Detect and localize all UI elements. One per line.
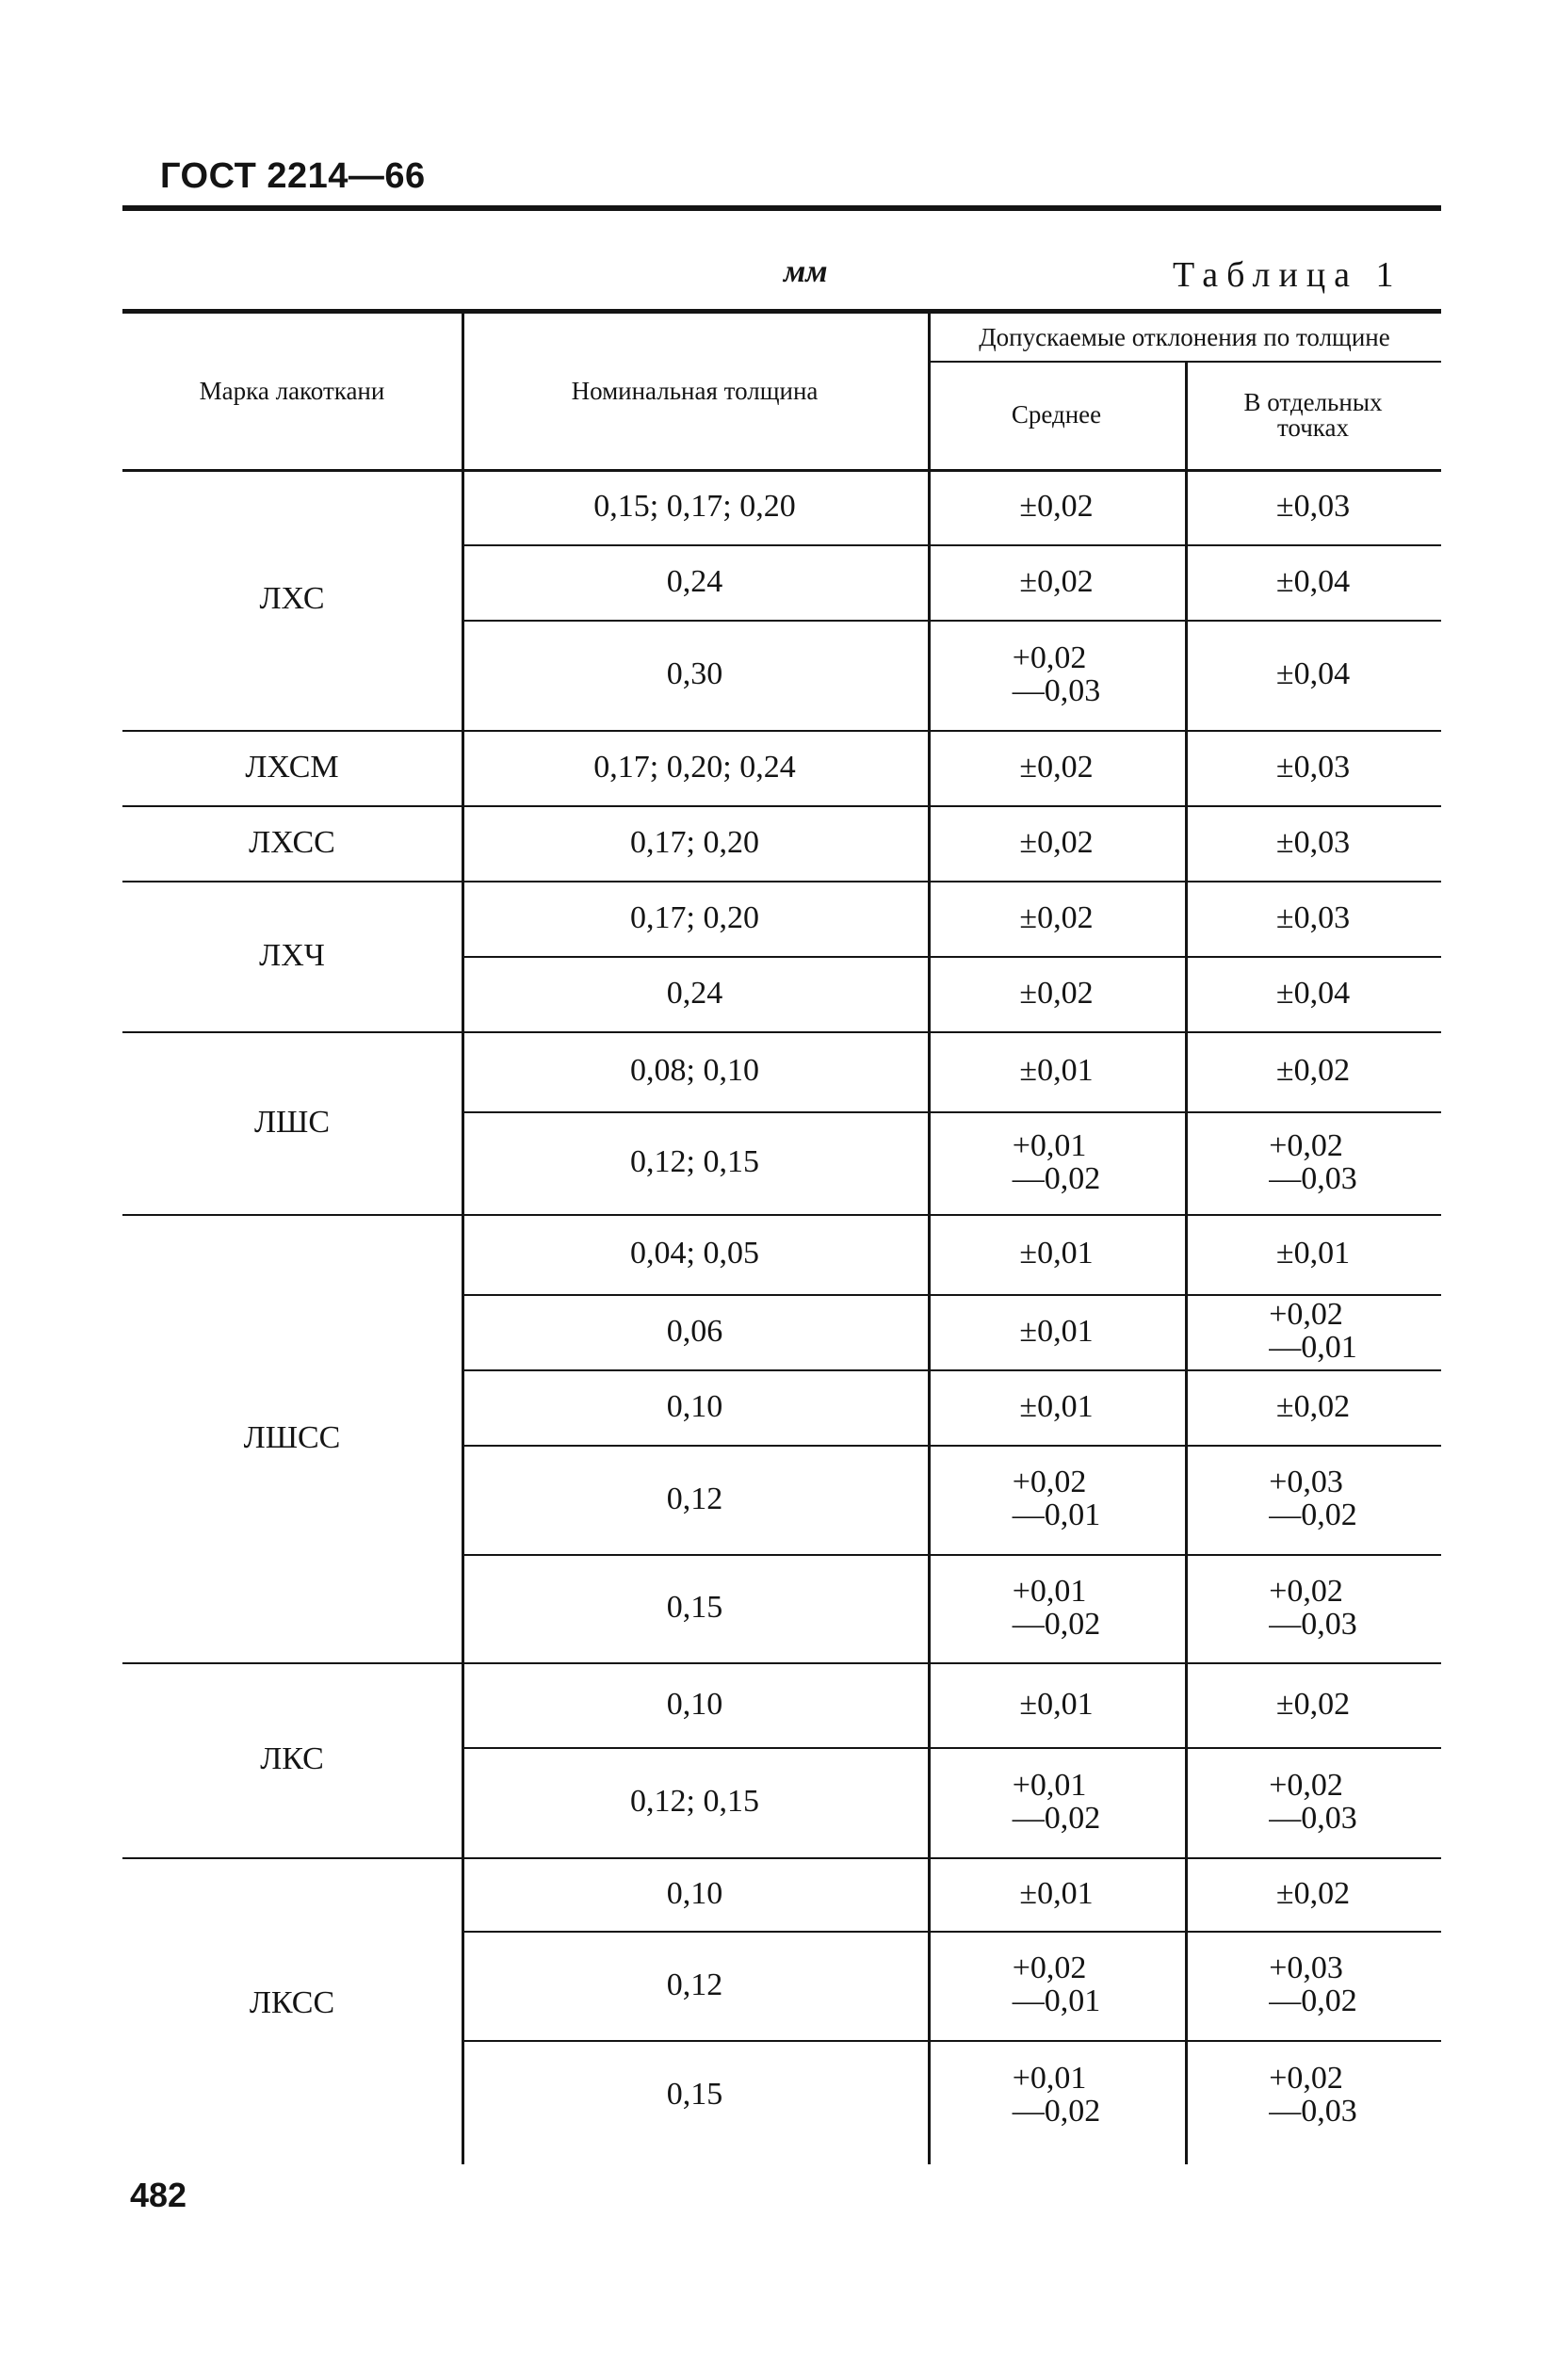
point-deviation-cell-line: —0,03 xyxy=(1269,1800,1357,1836)
average-deviation-cell: ±0,02 xyxy=(1019,899,1094,935)
point-deviation-cell xyxy=(1185,1747,1441,1857)
nominal-thickness-cell: 0,24 xyxy=(666,563,723,599)
average-deviation-cell-stack xyxy=(1012,2060,1101,2129)
nominal-thickness-cell: 0,10 xyxy=(666,1875,723,1911)
average-deviation-cell: ±0,01 xyxy=(1019,1053,1094,1089)
nominal-thickness-cell: 0,15; 0,17; 0,20 xyxy=(593,488,796,524)
average-deviation-cell-stack xyxy=(1013,642,1101,707)
average-deviation-cell: ±0,01 xyxy=(1019,1686,1094,1722)
nominal-thickness-cell: 0,30 xyxy=(666,656,723,692)
point-deviation-cell-line: +0,02 xyxy=(1269,1127,1343,1163)
page-number: 482 xyxy=(130,2176,187,2214)
average-deviation-cell: ±0,02 xyxy=(1019,563,1094,599)
average-deviation-cell: ±0,02 xyxy=(1019,749,1094,785)
nominal-thickness-cell: 0,10 xyxy=(666,1388,723,1424)
point-deviation-cell-stack xyxy=(1269,1127,1357,1196)
average-deviation-cell xyxy=(928,1445,1185,1554)
point-deviation-cell xyxy=(1185,1445,1441,1554)
average-deviation-cell-line: —0,01 xyxy=(1012,1498,1101,1532)
point-deviation-cell: ±0,03 xyxy=(1275,899,1351,935)
point-deviation-cell-stack xyxy=(1269,1466,1357,1531)
average-deviation-cell: ±0,01 xyxy=(1019,1313,1094,1349)
average-deviation-cell: ±0,01 xyxy=(1019,1236,1094,1271)
point-deviation-cell: ±0,02 xyxy=(1275,1686,1351,1722)
average-deviation-cell: ±0,01 xyxy=(1019,1875,1094,1911)
grade-cell: ЛХЧ xyxy=(259,937,325,973)
point-deviation-cell-line: —0,03 xyxy=(1269,2093,1357,2129)
nominal-thickness-cell: 0,17; 0,20; 0,24 xyxy=(593,749,796,785)
header-average: Среднее xyxy=(1011,400,1102,429)
average-deviation-cell-line: —0,03 xyxy=(1012,672,1101,708)
nominal-thickness-cell: 0,15 xyxy=(666,2077,723,2113)
nominal-thickness-cell: 0,17; 0,20 xyxy=(630,824,759,860)
nominal-thickness-cell: 0,06 xyxy=(666,1313,723,1349)
grade-cell: ЛХСС xyxy=(249,824,335,860)
point-deviation-cell-line: —0,02 xyxy=(1269,1498,1357,1532)
grade-cell: ЛШС xyxy=(253,1104,331,1140)
nominal-thickness-cell: 0,15 xyxy=(666,1590,723,1626)
average-deviation-cell-line: —0,01 xyxy=(1012,1983,1101,2018)
average-deviation-cell xyxy=(928,2040,1185,2150)
average-deviation-cell-line: +0,02 xyxy=(1012,1465,1087,1500)
point-deviation-cell: ±0,02 xyxy=(1275,1875,1351,1911)
nominal-thickness-cell: 0,12 xyxy=(666,1967,723,2002)
point-deviation-cell-line: +0,02 xyxy=(1269,1297,1343,1333)
average-deviation-cell-stack xyxy=(1013,1466,1101,1531)
point-deviation-cell: ±0,04 xyxy=(1275,656,1351,692)
units-label: мм xyxy=(784,254,828,289)
point-deviation-cell: ±0,02 xyxy=(1275,1053,1351,1089)
grade-cell: ЛХСМ xyxy=(245,749,339,785)
point-deviation-cell xyxy=(1185,1111,1441,1214)
average-deviation-cell: ±0,02 xyxy=(1019,824,1094,860)
point-deviation-cell: ±0,03 xyxy=(1275,488,1351,524)
average-deviation-cell: ±0,02 xyxy=(1019,975,1094,1011)
average-deviation-cell-line: +0,02 xyxy=(1012,640,1087,675)
average-deviation-cell-stack xyxy=(1012,1127,1101,1196)
point-deviation-cell-line: +0,02 xyxy=(1269,2060,1343,2096)
average-deviation-cell-line: +0,02 xyxy=(1012,1951,1087,1986)
point-deviation-cell-line: +0,02 xyxy=(1269,1767,1343,1803)
average-deviation-cell xyxy=(928,1554,1185,1662)
point-deviation-cell-stack xyxy=(1269,1952,1357,2017)
point-deviation-cell xyxy=(1185,1554,1441,1662)
header-points: В отдельных точках xyxy=(1243,387,1383,442)
point-deviation-cell: ±0,02 xyxy=(1275,1388,1351,1424)
average-deviation-cell-line: +0,01 xyxy=(1012,1127,1087,1163)
table-label: Таблица 1 xyxy=(1173,255,1403,295)
point-deviation-cell-line: +0,02 xyxy=(1269,1573,1343,1609)
nominal-thickness-cell: 0,08; 0,10 xyxy=(630,1053,759,1089)
nominal-thickness-cell: 0,17; 0,20 xyxy=(630,899,759,935)
document-title: ГОСТ 2214—66 xyxy=(160,156,426,196)
nominal-thickness-cell: 0,12 xyxy=(666,1481,723,1516)
point-deviation-cell-line: +0,03 xyxy=(1269,1465,1343,1500)
grade-cell: ЛКСС xyxy=(249,1985,335,2021)
header-deviation-group: Допускаемые отклонения по толщине xyxy=(979,322,1390,351)
nominal-thickness-cell: 0,04; 0,05 xyxy=(630,1236,759,1271)
average-deviation-cell-line: +0,01 xyxy=(1012,1573,1087,1609)
header-grade: Марка лакоткани xyxy=(199,377,385,405)
average-deviation-cell-line: +0,01 xyxy=(1012,2060,1087,2096)
average-deviation-cell xyxy=(928,1111,1185,1214)
nominal-thickness-cell: 0,12; 0,15 xyxy=(630,1144,759,1180)
average-deviation-cell-stack xyxy=(1013,1952,1101,2017)
point-deviation-cell-line: —0,03 xyxy=(1269,1606,1357,1642)
header-nominal: Номинальная толщина xyxy=(571,377,819,405)
point-deviation-cell-stack xyxy=(1269,2060,1357,2129)
point-deviation-cell: ±0,03 xyxy=(1275,749,1351,785)
average-deviation-cell xyxy=(928,1931,1185,2040)
average-deviation-cell-line: —0,02 xyxy=(1012,1800,1101,1836)
average-deviation-cell xyxy=(928,620,1185,730)
point-deviation-cell: ±0,04 xyxy=(1275,563,1351,599)
point-deviation-cell xyxy=(1185,1931,1441,2040)
average-deviation-cell-line: —0,02 xyxy=(1012,2093,1101,2129)
header-rule xyxy=(122,205,1441,211)
point-deviation-cell-line: —0,02 xyxy=(1269,1983,1357,2018)
point-deviation-cell-line: —0,01 xyxy=(1269,1330,1357,1365)
point-deviation-cell xyxy=(1185,1294,1441,1369)
nominal-thickness-cell: 0,12; 0,15 xyxy=(630,1784,759,1820)
average-deviation-cell-stack xyxy=(1012,1767,1101,1836)
average-deviation-cell-line: —0,02 xyxy=(1012,1606,1101,1642)
grade-cell: ЛКС xyxy=(260,1741,324,1777)
average-deviation-cell-line: +0,01 xyxy=(1012,1767,1087,1803)
nominal-thickness-cell: 0,10 xyxy=(666,1686,723,1722)
average-deviation-cell-line: —0,02 xyxy=(1012,1160,1101,1196)
average-deviation-cell xyxy=(928,1747,1185,1857)
grade-cell: ЛШСС xyxy=(243,1419,341,1455)
average-deviation-cell-stack xyxy=(1012,1573,1101,1642)
point-deviation-cell-line: —0,03 xyxy=(1269,1160,1357,1196)
point-deviation-cell xyxy=(1185,2040,1441,2150)
nominal-thickness-cell: 0,24 xyxy=(666,975,723,1011)
point-deviation-cell-stack xyxy=(1269,1573,1357,1642)
point-deviation-cell-line: +0,03 xyxy=(1269,1951,1343,1986)
average-deviation-cell: ±0,01 xyxy=(1019,1388,1094,1424)
point-deviation-cell-stack xyxy=(1269,1299,1357,1364)
grade-cell: ЛХС xyxy=(259,581,325,617)
point-deviation-cell: ±0,01 xyxy=(1275,1236,1351,1271)
average-deviation-cell: ±0,02 xyxy=(1019,488,1094,524)
point-deviation-cell: ±0,03 xyxy=(1275,824,1351,860)
point-deviation-cell: ±0,04 xyxy=(1275,975,1351,1011)
point-deviation-cell-stack xyxy=(1269,1767,1357,1836)
